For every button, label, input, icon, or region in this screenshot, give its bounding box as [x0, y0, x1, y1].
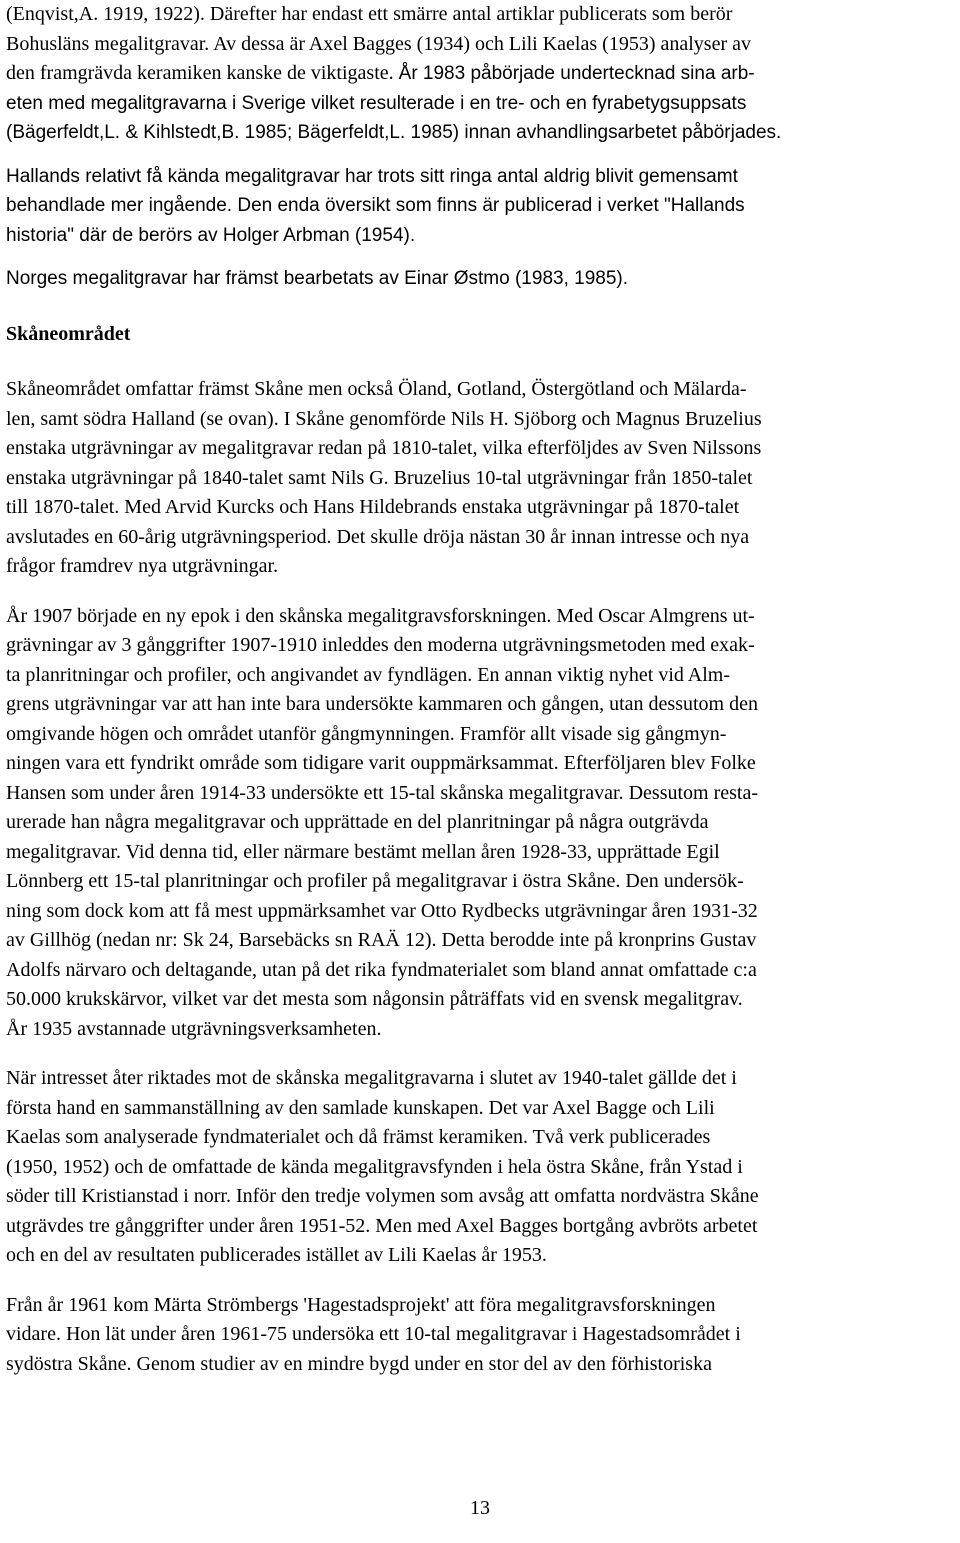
text-run: (1950, 1952) och de omfattade de kända megalitgravsfynden i hela östra Skåne, från Ystad i	[6, 1155, 743, 1178]
text-line	[6, 1241, 956, 1271]
text-run: År 1907 började en ny epok i den skånska megalitgravsforskningen. Med Oscar Almgrens ut-	[6, 604, 755, 627]
text-run: till 1870-talet. Med Arvid Kurcks och Hans Hildebrands enstaka utgrävningar på 1870-talet	[6, 496, 740, 518]
text-run: (Enqvist,A. 1919, 1922). Därefter har endast ett smärre antal artiklar publicerats som berör	[6, 3, 733, 25]
page-number: 13	[470, 1497, 490, 1519]
text-line	[6, 552, 956, 582]
text-run: vidare. Hon lät under åren 1961-75 undersöka ett 10-tal megalitgravar i Hagestadsområdet i	[6, 1323, 741, 1345]
text-run: Bohusläns megalitgravar. Av dessa är Axel Bagges (1934) och Lili Kaelas (1953) analyser av	[6, 32, 751, 55]
text-run: Adolfs närvaro och deltagande, utan på det rika fyndmaterialet som bland annat omfattade c:a	[6, 958, 757, 981]
text-line	[6, 1015, 956, 1045]
text-line	[6, 956, 956, 986]
text-line	[6, 162, 956, 192]
text-run: frågor framdrev nya utgrävningar.	[6, 555, 279, 577]
text-run: grävningar av 3 gånggrifter 1907-1910 inleddes den moderna utgrävningsmetoden med exak-	[6, 634, 755, 656]
text-line	[6, 59, 956, 89]
text-line	[6, 985, 956, 1015]
text-line	[6, 1320, 956, 1350]
text-run: När intresset åter riktades mot de skånska megalitgravarna i slutet av 1940-talet gällde det i	[6, 1067, 737, 1089]
text-line	[6, 118, 956, 148]
text-run: ning som dock kom att få mest uppmärksamhet var Otto Rydbecks utgrävningar åren 1931-32	[6, 899, 758, 922]
text-line	[6, 264, 956, 294]
paragraph	[6, 0, 956, 148]
intro-section	[6, 0, 956, 294]
text-run: Från år 1961 kom Märta Strömbergs 'Hagestadsprojekt' att föra megalitgravsforskningen	[6, 1293, 716, 1316]
text-line	[6, 89, 956, 119]
paragraph	[6, 375, 956, 582]
section-heading: Skåneområdet	[6, 322, 131, 345]
text-line	[6, 1094, 956, 1124]
text-line	[6, 720, 956, 750]
text-line	[6, 897, 956, 927]
text-line	[6, 464, 956, 494]
text-line	[6, 749, 956, 779]
document-page	[6, 0, 956, 1379]
text-line	[6, 1182, 956, 1212]
text-run: ta planritningar och profiler, och angivandet av fyndlägen. En annan viktig nyhet vid Alm-	[6, 663, 730, 686]
text-run: megalitgravar. Vid denna tid, eller närmare bestämt mellan åren 1928-33, upprättade Egil	[6, 840, 720, 863]
text-run: Kaelas som analyserade fyndmaterialet och då främst keramiken. Två verk publicerades	[6, 1126, 711, 1148]
text-line	[6, 0, 956, 30]
text-run: historia" där de berörs av Holger Arbman (1954).	[6, 224, 416, 246]
paragraph	[6, 162, 956, 251]
text-line	[6, 631, 956, 661]
text-run: Hansen som under åren 1914-33 undersökte ett 15-tal skånska megalitgravar. Dessutom resta-	[6, 781, 759, 804]
text-run: urerade han några megalitgravar och upprättade en del planritningar på några outgrävda	[6, 811, 709, 833]
text-run: behandlade mer ingående. Den enda översikt som finns är publicerad i verket "Hallands	[6, 195, 745, 216]
text-run: enstaka utgrävningar av megalitgravar redan på 1810-talet, vilka efterföljdes av Sven Nilssons	[6, 437, 762, 459]
paragraph	[6, 1291, 956, 1380]
text-run: grens utgrävningar var att han inte bara undersökte kammaren och gången, utan dessutom den	[6, 693, 758, 715]
text-run: enstaka utgrävningar på 1840-talet samt Nils G. Bruzelius 10-tal utgrävningar från 1850-talet	[6, 466, 753, 489]
text-run: len, samt södra Halland (se ovan). I Skåne genomförde Nils H. Sjöborg och Magnus Bruzelius	[6, 407, 762, 430]
text-run: Norges megalitgravar har främst bearbetats av Einar Østmo (1983, 1985).	[6, 268, 629, 289]
text-run: avslutades en 60-årig utgrävningsperiod. Det skulle dröja nästan 30 år innan intresse och nya	[6, 525, 750, 548]
text-line	[6, 690, 956, 720]
text-line	[6, 30, 956, 60]
text-line	[6, 1153, 956, 1183]
paragraph	[6, 1064, 956, 1271]
text-run: eten med megalitgravarna i Sverige vilket resulterade i en tre- och en fyrabetygsuppsats	[6, 92, 747, 114]
text-run: 50.000 krukskärvor, vilket var det mesta som någonsin påträffats vid en svensk megalitgrav.	[6, 988, 743, 1010]
text-line	[6, 493, 956, 523]
paragraph	[6, 602, 956, 1045]
text-line	[6, 1064, 956, 1094]
text-run: År 1935 avstannade utgrävningsverksamheten.	[6, 1017, 382, 1040]
text-line	[6, 434, 956, 464]
text-run: söder till Kristianstad i norr. Inför den tredje volymen som avsåg att omfatta nordvästra Skåne	[6, 1185, 759, 1207]
text-run: Lönnberg ett 15-tal planritningar och profiler på megalitgravar i östra Skåne. Den undersök-	[6, 870, 744, 892]
text-line	[6, 1291, 956, 1321]
text-run: den framgrävda keramiken kanske de viktigaste.	[6, 62, 399, 84]
text-line	[6, 867, 956, 897]
text-run: och en del av resultaten publicerades istället av Lili Kaelas år 1953.	[6, 1244, 547, 1266]
skane-section	[6, 375, 956, 1379]
text-run: Hallands relativt få kända megalitgravar har trots sitt ringa antal aldrig blivit gemensamt	[6, 165, 738, 187]
text-line	[6, 838, 956, 868]
text-line	[6, 808, 956, 838]
text-run: År 1983 påbörjade undertecknad sina arb-	[398, 63, 755, 84]
paragraph	[6, 264, 956, 294]
text-line	[6, 375, 956, 405]
text-line	[6, 661, 956, 691]
text-line	[6, 602, 956, 632]
text-run: (Bägerfeldt,L. & Kihlstedt,B. 1985; Bägerfeldt,L. 1985) innan avhandlingsarbetet påbörjades.	[6, 122, 782, 143]
text-run: sydöstra Skåne. Genom studier av en mindre bygd under en stor del av den förhistoriska	[6, 1352, 712, 1375]
text-line	[6, 191, 956, 221]
text-line	[6, 1212, 956, 1242]
text-line	[6, 779, 956, 809]
text-run: av Gillhög (nedan nr: Sk 24, Barsebäcks sn RAÄ 12). Detta berodde inte på kronprins Gustav	[6, 929, 757, 951]
text-line	[6, 1123, 956, 1153]
text-line	[6, 1350, 956, 1380]
text-run: omgivande högen och området utanför gångmynningen. Framför allt visade sig gångmyn-	[6, 722, 727, 745]
text-line	[6, 405, 956, 435]
text-run: ningen vara ett fyndrikt område som tidigare varit ouppmärksammat. Efterföljaren blev Folke	[6, 752, 756, 774]
text-line	[6, 926, 956, 956]
text-run: första hand en sammanställning av den samlade kunskapen. Det var Axel Bagge och Lili	[6, 1096, 715, 1119]
text-run: Skåneområdet omfattar främst Skåne men också Öland, Gotland, Östergötland och Mälarda-	[6, 378, 747, 400]
text-line	[6, 523, 956, 553]
text-line	[6, 221, 956, 251]
text-run: utgrävdes tre gånggrifter under åren 1951-52. Men med Axel Bagges bortgång avbröts arbetet	[6, 1214, 758, 1237]
